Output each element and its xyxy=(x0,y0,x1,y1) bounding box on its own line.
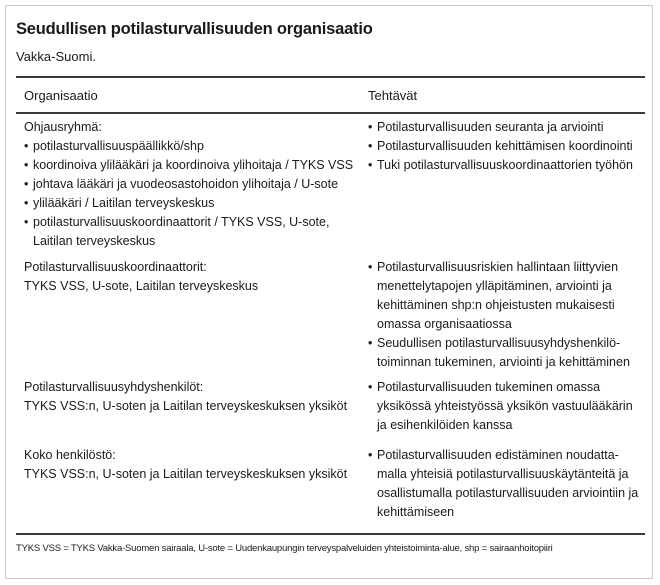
task-bullet: • Tuki potilasturvallisuuskoordinaattorien työhön xyxy=(368,156,643,175)
tasks-cell xyxy=(368,118,643,175)
org-bullet: • koordinoiva ylilääkäri ja koordinoiva ylihoitaja / TYKS VSS xyxy=(24,156,364,175)
task-bullet: • Potilasturvallisuuden seuranta ja arviointi xyxy=(368,118,643,137)
org-heading: Potilasturvallisuusyhdyshenkilöt: xyxy=(24,380,204,394)
org-bullet: • potilasturvallisuuspäällikkö/shp xyxy=(24,137,364,156)
org-bullet: • johtava lääkäri ja vuodeosastohoidon ylihoitaja / U-sote xyxy=(24,175,364,194)
organization-cell xyxy=(24,378,364,416)
org-bullet: • ylilääkäri / Laitilan terveyskeskus xyxy=(24,194,364,213)
tasks-cell xyxy=(368,258,643,372)
tasks-cell xyxy=(368,446,643,522)
organization-cell xyxy=(24,446,364,484)
org-units: TYKS VSS:n, U-soten ja Laitilan terveyskeskuksen yksiköt xyxy=(24,467,348,481)
org-units: TYKS VSS, U-sote, Laitilan terveyskeskus xyxy=(24,279,259,293)
org-units: TYKS VSS:n, U-soten ja Laitilan terveyskeskuksen yksiköt xyxy=(24,399,348,413)
bottom-rule xyxy=(16,533,645,535)
header-organization: Organisaatio xyxy=(24,88,98,103)
org-heading: Koko henkilöstö: xyxy=(24,448,116,462)
organization-cell xyxy=(24,258,364,296)
tasks-cell xyxy=(368,378,643,435)
organization-cell xyxy=(24,118,364,251)
table-title: Seudullisen potilasturvallisuuden organisaatio xyxy=(16,20,373,38)
task-bullet: • Potilasturvallisuuden tukeminen omassa yksikössä yhteistyössä yksikön vastuulääkärin ja esihenkilöiden kanssa xyxy=(368,378,643,435)
footnote: TYKS VSS = TYKS Vakka-Suomen sairaala, U-sote = Uudenkaupungin terveyspalveluiden yhteistoiminta-alue, shp = sairaanhoitopiiri xyxy=(16,543,553,554)
header-tasks: Tehtävät xyxy=(368,88,418,103)
table-header xyxy=(16,76,645,114)
task-bullet: • Seudullisen potilasturvallisuusyhdyshenkilö-toiminnan tukeminen, arviointi ja kehittäminen xyxy=(368,334,643,372)
task-bullet: • Potilasturvallisuusriskien hallintaan liittyvien menettelytapojen ylläpitäminen, arviointi ja kehittäminen shp:n ohjeistusten mukaisesti omassa organisaatiossa xyxy=(368,258,643,334)
org-heading: Ohjausryhmä: xyxy=(24,120,102,134)
org-bullet: • potilasturvallisuuskoordinaattorit / TYKS VSS, U-sote, Laitilan terveyskeskus xyxy=(24,213,333,251)
task-bullet: • Potilasturvallisuuden edistäminen noudatta-malla yhteisiä potilasturvallisuuskäytänteitä ja osallistumalla potilasturvallisuuden arviointiin ja kehittämiseen xyxy=(368,446,643,522)
table-subtitle: Vakka-Suomi. xyxy=(16,49,96,64)
org-heading: Potilasturvallisuuskoordinaattorit: xyxy=(24,260,207,274)
task-bullet: • Potilasturvallisuuden kehittämisen koordinointi xyxy=(368,137,643,156)
